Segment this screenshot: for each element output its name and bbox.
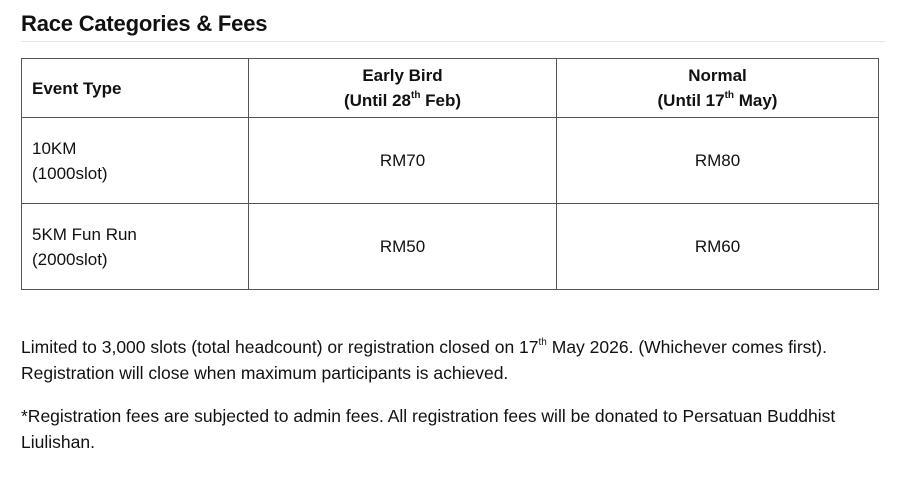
normal-fee: RM80: [557, 118, 879, 204]
page-title: Race Categories & Fees: [21, 11, 268, 36]
header-normal-title: Normal: [688, 66, 747, 85]
table-row: [22, 204, 879, 290]
header-event-type: Event Type: [22, 59, 249, 118]
admin-fee-note: *Registration fees are subjected to admin fees. All registration fees will be donated to Persatuan Buddhist Liulishan.: [21, 406, 836, 452]
early-bird-fee: RM70: [249, 118, 557, 204]
event-slots: (1000slot): [32, 163, 108, 183]
event-cell: [22, 118, 249, 204]
event-slots: (2000slot): [32, 249, 108, 269]
header-normal: [557, 59, 879, 118]
event-name: 10KM: [32, 138, 77, 158]
normal-fee: RM60: [557, 204, 879, 290]
early-bird-fee: RM50: [249, 204, 557, 290]
table-row: [22, 118, 879, 204]
header-normal-deadline: (Until 17th May): [657, 90, 778, 110]
table-header-row: [22, 59, 879, 118]
header-early-bird-title: Early Bird: [362, 66, 443, 85]
event-cell: [22, 204, 249, 290]
header-early-bird: [249, 59, 557, 118]
header-early-bird-deadline: (Until 28th Feb): [343, 90, 462, 110]
title-divider: [21, 41, 885, 42]
slot-limit-note: Limited to 3,000 slots (total headcount) or registration closed on 17th May 2026. (Whichever comes first). Registration will close when maximum participants is achieved.: [21, 337, 827, 383]
fees-table: [21, 58, 879, 290]
event-name: 5KM Fun Run: [32, 224, 137, 244]
